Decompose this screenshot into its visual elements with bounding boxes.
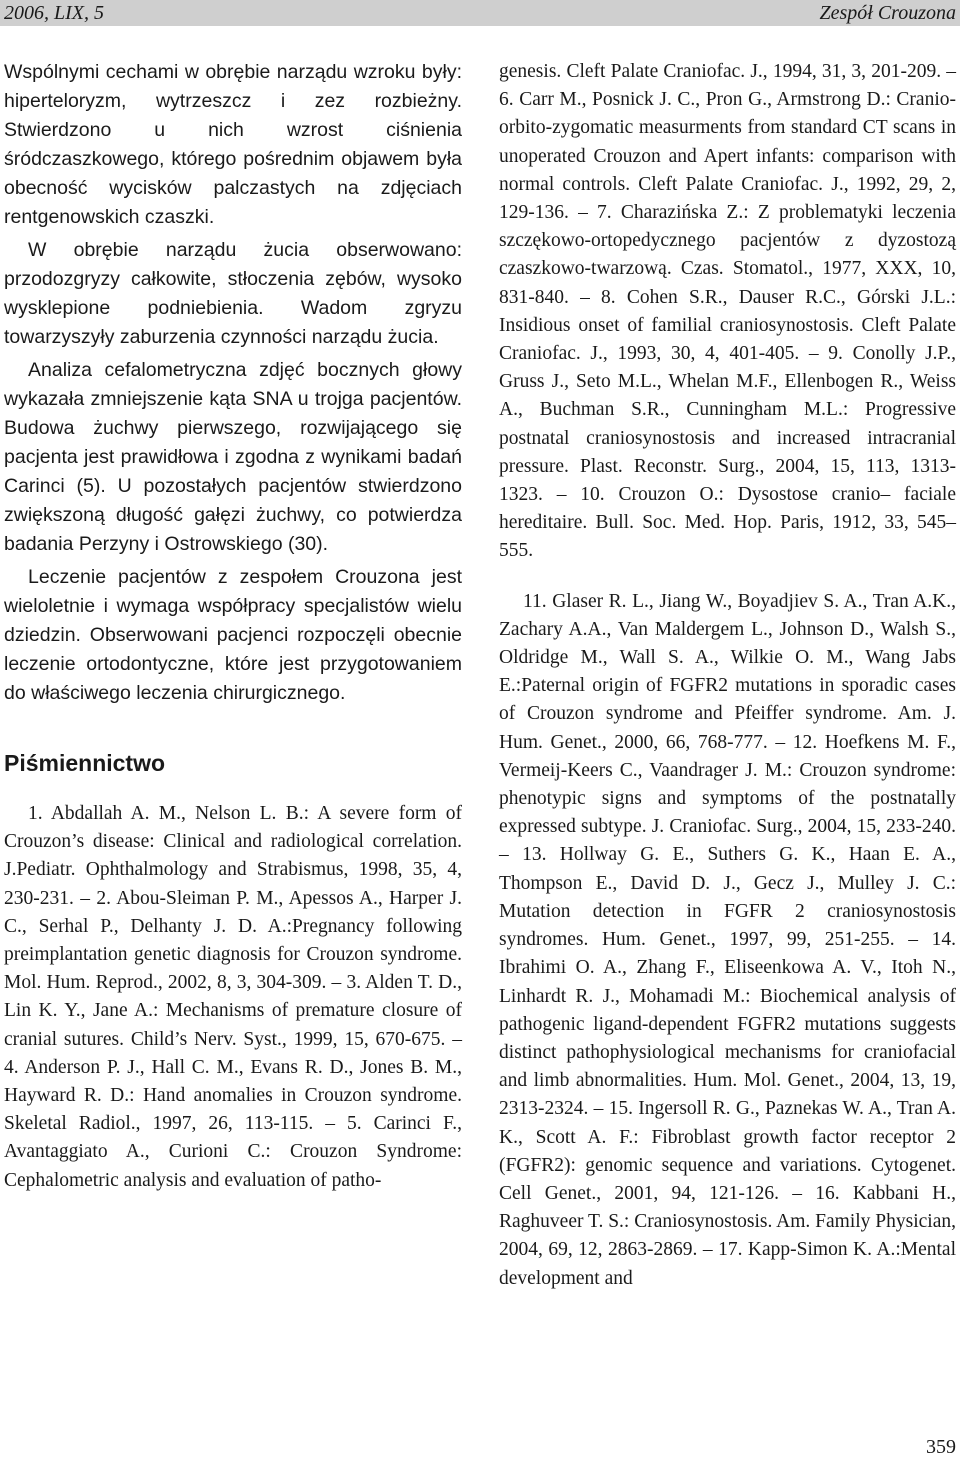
running-header xyxy=(0,0,960,26)
references-1-5: 1. Abdallah A. M., Nelson L. B.: A severe form of Crouzon’s disease: Clinical and radiological correlation. J.Pediatr. Ophthalmology and Strabismus, 1998, 35, 4, 230-231. – 2. Abou-Sleiman P. M., Apessos A., Harper J. C., Serhal P., Delhanty J. D. A.:Pregnancy following preimplantation genetic diagnosis for Crouzon syndrome. Mol. Hum. Reprod., 2002, 8, 3, 304-309. – 3. Alden T. D., Lin K. Y., Jane A.: Mechanisms of premature closure of cranial sutures. Child’s Nerv. Syst., 1999, 15, 670-675. – 4. Anderson P. J., Hall C. M., Evans R. D., Jones B. M., Hayward R. D.: Hand anomalies in Crouzon syndrome. Skeletal Radiol., 1997, 26, 113-115. – 5. Carinci F., Avantaggiato A., Curioni C.: Crouzon Syndrome: Cephalometric analysis and evaluation of patho- xyxy=(4,803,462,1191)
paragraph-3: Analiza cefalometryczna zdjęć bocznych głowy wykazała zmniejszenie kąta SNA u trojga pacjentów. Budowa żuchwy pierwszego, rozwijającego się pacjenta jest prawidłowa i zgodna z wynikami badań Carinci (5). U pozostałych pacjentów stwierdzono zwiększoną długość gałęzi żuchwy, co potwierdza badania Perzyny i Ostrowskiego (30). xyxy=(4,359,462,555)
page-number: 359 xyxy=(926,1436,956,1458)
reference-list-left xyxy=(4,800,462,1195)
references-5-10: genesis. Cleft Palate Craniofac. J., 1994, 31, 3, 201-209. – 6. Carr M., Posnick J. C., Pron G., Armstrong D.: Cranio-orbito-zygomatic measurments from standard CT scans in unoperated Crouzon and Apert infants: comparison with normal controls. Cleft Palate Craniofac. J., 1992, 29, 2, 129-136. – 7. Charazińska Z.: Z problematyki leczenia szczękowo-ortopedycznego pacjentów z dyzostozą czaszkowo-twarzową. Czas. Stomatol., 1977, XXX, 10, 831-840. – 8. Cohen S.R., Dauser R.C., Górski J.L.: Insidious onset of familial craniosynostosis. Cleft Palate Craniofac. J., 1993, 30, 4, 401-405. – 9. Conolly J.P., Gruss J., Seto M.L., Whelan M.F., Ellenbogen R., Weiss A., Buchman S.R., Cunningham M.L.: Progressive postnatal craniosynostosis and increased intracranial pressure. Plast. Reconstr. Surg., 2004, 15, 113, 1313-1323. – 10. Crouzon O.: Dysostose cranio– faciale hereditaire. Bull. Soc. Med. Hop. Paris, 1912, 33, 545– 555. xyxy=(499,61,956,562)
references-11-17: 11. Glaser R. L., Jiang W., Boyadjiev S. A., Tran A.K., Zachary A.A., Van Maldergem L., Johnson D., Walsh S., Oldridge M., Wall S. A., Wilkie O. M., Wang Jabs E.:Paternal origin of FGFR2 mutations in sporadic cases of Crouzon syndrome and Pfeiffer syndrome. Am. J. Hum. Genet., 2000, 66, 768-777. – 12. Hoefkens M. F., Vermeij-Keers C., Vaandrager J. M.: Crouzon syndrome: phenotypic signs and symptoms of the postnatally expressed subtype. J. Craniofac. Surg., 2004, 15, 233-240. – 13. Hollway G. E., Suthers G. K., Haan E. A., Thompson E., David D. J., Gecz J., Mulley J. C.: Mutation detection in FGFR 2 craniosynostosis syndromes. Hum. Genet., 1997, 99, 251-255. – 14. Ibrahimi O. A., Zhang F., Eliseenkowa A. V., Itoh N., Linhardt R. J., Mohamadi M.: Biochemical analysis of pathogenic ligand-dependent FGFR2 mutations suggests distinct pathophysiological mechanisms for craniofacial and limb abnormalities. Hum. Mol. Genet., 2004, 13, 19, 2313-2324. – 15. Ingersoll R. G., Paznekas W. A., Tran A. K., Scott A. F.: Fibroblast growth factor receptor 2 (FGFR2): genomic sequence and variations. Cytogenet. Cell Genet., 2001, 94, 121-126. – 16. Kabbani H., Raghuveer T. S.: Craniosynostosis. Am. Family Physician, 2004, 69, 12, 2863-2869. – 17. Kapp-Simon K. A.:Mental development and xyxy=(499,590,956,1289)
paragraph-1: Wspólnymi cechami w obrębie narządu wzroku były: hiperteloryzm, wytrzeszcz i zez rozbieżny. Stwierdzono u nich wzrost ciśnienia śródczaszkowego, którego pośrednim objawem była obecność wycisków palczastych na zdjęciach rentgenowskich czaszki. xyxy=(4,61,462,228)
reference-list-right xyxy=(499,58,956,1293)
paragraph-4: Leczenie pacjentów z zespołem Crouzona jest wieloletnie i wymaga współpracy specjalistów wielu dziedzin. Obserwowani pacjenci rozpoczęli obecnie leczenie ortodontyczne, które jest przygotowaniem do właściwego leczenia chirurgicznego. xyxy=(4,566,462,704)
left-column xyxy=(4,58,462,1195)
journal-issue: 2006, LIX, 5 xyxy=(4,2,104,24)
article-running-title: Zespół Crouzona xyxy=(819,2,956,24)
body-text xyxy=(4,58,462,708)
paragraph-2: W obrębie narządu żucia obserwowano: przodozgryzy całkowite, stłoczenia zębów, wysoko wysklepione podniebienia. Wadom zgryzu towarzyszyły zaburzenia czynności narządu żucia. xyxy=(4,239,462,348)
right-column xyxy=(499,58,956,1293)
section-title-references: Piśmiennictwo xyxy=(4,750,166,776)
